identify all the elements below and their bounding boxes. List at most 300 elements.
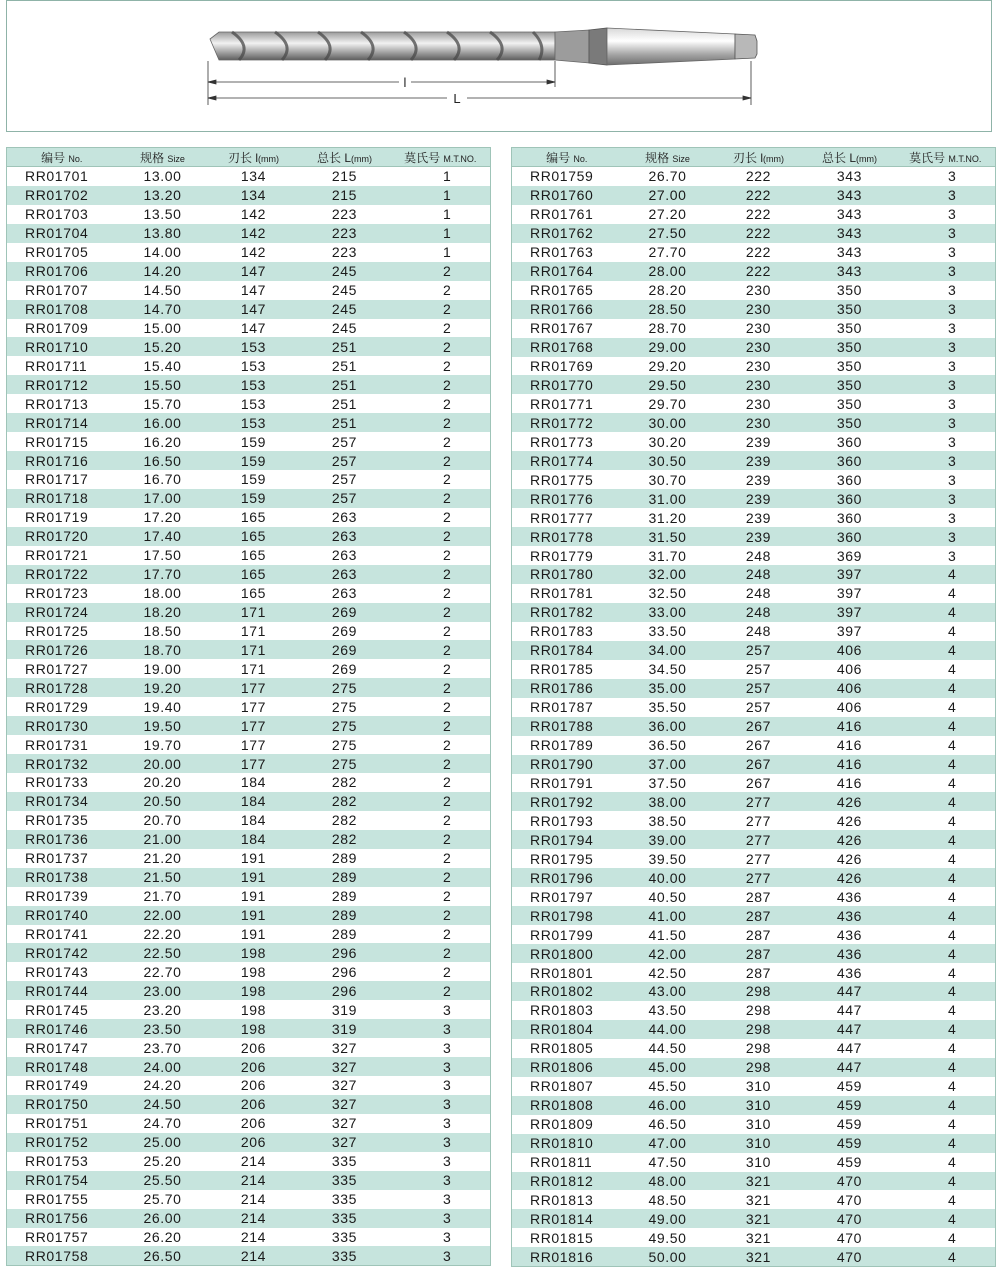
header-total-zh: 总长 L [316,150,351,165]
table-row [512,830,996,849]
cell-morse-taper: 3 [896,394,996,413]
cell-flute-length: 248 [714,584,804,603]
cell-flute-length: 198 [209,943,299,962]
table-row [7,300,491,319]
cell-item-no: RR01793 [512,811,622,830]
table-row [512,698,996,717]
table-row [512,906,996,925]
table-row [512,281,996,300]
cell-size: 47.00 [622,1134,714,1153]
cell-size: 17.20 [117,508,209,527]
cell-size: 19.40 [117,697,209,716]
cell-flute-length: 171 [209,659,299,678]
table-row [7,527,491,546]
cell-total-length: 436 [804,944,896,963]
cell-morse-taper: 2 [391,773,491,792]
cell-total-length: 350 [804,319,896,338]
table-row [7,981,491,1000]
cell-total-length: 447 [804,1039,896,1058]
table-row [512,338,996,357]
cell-flute-length: 184 [209,792,299,811]
cell-morse-taper: 2 [391,508,491,527]
cell-item-no: RR01727 [7,659,117,678]
table-row [512,868,996,887]
table-row [7,716,491,735]
cell-flute-length: 191 [209,887,299,906]
cell-morse-taper: 4 [896,1039,996,1058]
cell-total-length: 296 [299,943,391,962]
cell-item-no: RR01716 [7,451,117,470]
cell-morse-taper: 2 [391,716,491,735]
cell-morse-taper: 2 [391,584,491,603]
cell-flute-length: 214 [209,1228,299,1247]
cell-total-length: 397 [804,603,896,622]
cell-size: 17.40 [117,527,209,546]
cell-size: 50.00 [622,1247,714,1266]
cell-size: 33.50 [622,622,714,641]
cell-morse-taper: 3 [896,508,996,527]
cell-flute-length: 222 [714,167,804,186]
cell-total-length: 335 [299,1190,391,1209]
cell-total-length: 447 [804,982,896,1001]
cell-flute-length: 257 [714,679,804,698]
cell-item-no: RR01732 [7,754,117,773]
cell-morse-taper: 3 [391,1095,491,1114]
cell-morse-taper: 1 [391,167,491,186]
table-row [7,773,491,792]
cell-morse-taper: 4 [896,1172,996,1191]
cell-morse-taper: 2 [391,622,491,641]
cell-flute-length: 239 [714,470,804,489]
table-row [512,1077,996,1096]
cell-morse-taper: 4 [896,887,996,906]
cell-flute-length: 298 [714,982,804,1001]
cell-item-no: RR01763 [512,243,622,262]
cell-size: 13.20 [117,186,209,205]
cell-total-length: 350 [804,338,896,357]
cell-total-length: 406 [804,660,896,679]
cell-size: 34.50 [622,660,714,679]
cell-morse-taper: 4 [896,603,996,622]
cell-size: 14.70 [117,300,209,319]
cell-total-length: 282 [299,811,391,830]
cell-flute-length: 177 [209,735,299,754]
header-size [622,148,714,167]
cell-item-no: RR01802 [512,982,622,1001]
cell-total-length: 350 [804,300,896,319]
cell-morse-taper: 4 [896,1153,996,1172]
cell-morse-taper: 4 [896,641,996,660]
cell-item-no: RR01746 [7,1019,117,1038]
cell-item-no: RR01753 [7,1152,117,1171]
cell-total-length: 327 [299,1133,391,1152]
cell-morse-taper: 4 [896,982,996,1001]
table-row [7,584,491,603]
table-body-left [7,167,491,1266]
cell-morse-taper: 1 [391,205,491,224]
table-row [7,1000,491,1019]
cell-flute-length: 230 [714,413,804,432]
header-flute-zh: 刃长 l [227,150,258,165]
table-row [512,167,996,186]
cell-total-length: 251 [299,375,391,394]
cell-flute-length: 298 [714,1039,804,1058]
cell-size: 22.70 [117,962,209,981]
header-total-unit: (mm) [856,153,877,164]
cell-item-no: RR01736 [7,830,117,849]
table-row [7,1171,491,1190]
cell-item-no: RR01731 [7,735,117,754]
cell-morse-taper: 3 [391,1019,491,1038]
cell-morse-taper: 2 [391,962,491,981]
cell-morse-taper: 2 [391,451,491,470]
cell-item-no: RR01811 [512,1153,622,1172]
cell-morse-taper: 4 [896,849,996,868]
cell-total-length: 263 [299,584,391,603]
cell-total-length: 257 [299,432,391,451]
cell-total-length: 269 [299,603,391,622]
table-row [7,943,491,962]
table-row [512,1190,996,1209]
table-row [7,1190,491,1209]
cell-total-length: 350 [804,413,896,432]
table-row [512,641,996,660]
cell-flute-length: 267 [714,736,804,755]
cell-morse-taper: 4 [896,1228,996,1247]
cell-total-length: 275 [299,754,391,773]
table-row [512,243,996,262]
cell-item-no: RR01748 [7,1057,117,1076]
cell-size: 36.50 [622,736,714,755]
cell-size: 18.50 [117,622,209,641]
cell-total-length: 343 [804,167,896,186]
cell-morse-taper: 4 [896,1134,996,1153]
cell-morse-taper: 2 [391,868,491,887]
cell-morse-taper: 2 [391,546,491,565]
cell-flute-length: 177 [209,697,299,716]
table-row [7,546,491,565]
cell-flute-length: 147 [209,319,299,338]
table-row [7,925,491,944]
cell-size: 30.00 [622,413,714,432]
cell-morse-taper: 4 [896,792,996,811]
cell-size: 31.70 [622,546,714,565]
cell-size: 39.00 [622,830,714,849]
cell-morse-taper: 3 [896,167,996,186]
cell-flute-length: 153 [209,356,299,375]
cell-flute-length: 134 [209,167,299,186]
table-row [7,887,491,906]
cell-size: 42.50 [622,963,714,982]
cell-item-no: RR01761 [512,205,622,224]
cell-morse-taper: 2 [391,849,491,868]
cell-total-length: 257 [299,489,391,508]
header-size-en: Size [167,153,185,164]
cell-item-no: RR01702 [7,186,117,205]
cell-flute-length: 165 [209,527,299,546]
cell-flute-length: 230 [714,281,804,300]
table-row [7,1209,491,1228]
cell-morse-taper: 4 [896,868,996,887]
cell-flute-length: 277 [714,811,804,830]
cell-flute-length: 239 [714,489,804,508]
cell-item-no: RR01725 [7,622,117,641]
cell-size: 14.20 [117,262,209,281]
cell-total-length: 436 [804,963,896,982]
total-length-label: L [453,91,461,106]
cell-flute-length: 147 [209,262,299,281]
cell-total-length: 245 [299,319,391,338]
cell-morse-taper: 4 [896,698,996,717]
cell-morse-taper: 4 [896,1247,996,1266]
cell-total-length: 282 [299,792,391,811]
cell-item-no: RR01806 [512,1058,622,1077]
cell-total-length: 223 [299,243,391,262]
cell-morse-taper: 3 [391,1057,491,1076]
table-row [512,811,996,830]
cell-total-length: 335 [299,1171,391,1190]
cell-flute-length: 277 [714,868,804,887]
cell-morse-taper: 2 [391,432,491,451]
cell-morse-taper: 3 [896,451,996,470]
cell-flute-length: 230 [714,357,804,376]
cell-flute-length: 214 [209,1171,299,1190]
table-row [512,982,996,1001]
cell-morse-taper: 2 [391,925,491,944]
cell-item-no: RR01755 [7,1190,117,1209]
table-row [7,186,491,205]
cell-morse-taper: 3 [391,1114,491,1133]
cell-morse-taper: 2 [391,640,491,659]
cell-flute-length: 222 [714,205,804,224]
cell-item-no: RR01807 [512,1077,622,1096]
cell-item-no: RR01754 [7,1171,117,1190]
cell-size: 20.20 [117,773,209,792]
table-row [7,830,491,849]
cell-size: 20.00 [117,754,209,773]
table-row [7,489,491,508]
cell-size: 15.70 [117,394,209,413]
cell-item-no: RR01771 [512,394,622,413]
cell-size: 37.00 [622,755,714,774]
cell-flute-length: 206 [209,1057,299,1076]
table-row [7,205,491,224]
cell-item-no: RR01720 [7,527,117,546]
cell-total-length: 263 [299,565,391,584]
cell-total-length: 447 [804,1020,896,1039]
cell-morse-taper: 3 [896,338,996,357]
table-row [512,1039,996,1058]
cell-flute-length: 142 [209,205,299,224]
cell-morse-taper: 2 [391,830,491,849]
cell-morse-taper: 2 [391,754,491,773]
cell-item-no: RR01739 [7,887,117,906]
cell-flute-length: 165 [209,546,299,565]
cell-total-length: 251 [299,356,391,375]
cell-item-no: RR01742 [7,943,117,962]
cell-morse-taper: 4 [896,925,996,944]
cell-item-no: RR01747 [7,1038,117,1057]
table-row [512,1001,996,1020]
cell-size: 44.50 [622,1039,714,1058]
cell-morse-taper: 2 [391,678,491,697]
cell-item-no: RR01719 [7,508,117,527]
table-row [512,205,996,224]
cell-total-length: 369 [804,546,896,565]
cell-flute-length: 142 [209,243,299,262]
cell-size: 47.50 [622,1153,714,1172]
cell-item-no: RR01757 [7,1228,117,1247]
cell-size: 45.50 [622,1077,714,1096]
header-size [117,148,209,167]
cell-size: 16.70 [117,470,209,489]
cell-size: 41.00 [622,906,714,925]
cell-item-no: RR01750 [7,1095,117,1114]
cell-item-no: RR01795 [512,849,622,868]
cell-morse-taper: 4 [896,830,996,849]
cell-flute-length: 257 [714,641,804,660]
table-row [7,1114,491,1133]
table-row [512,1228,996,1247]
cell-size: 17.00 [117,489,209,508]
table-row [7,622,491,641]
cell-total-length: 251 [299,337,391,356]
cell-flute-length: 230 [714,338,804,357]
cell-size: 18.20 [117,603,209,622]
cell-item-no: RR01707 [7,281,117,300]
cell-flute-length: 287 [714,963,804,982]
cell-size: 13.80 [117,224,209,243]
cell-item-no: RR01790 [512,755,622,774]
cell-size: 29.70 [622,394,714,413]
cell-flute-length: 298 [714,1058,804,1077]
cell-size: 38.00 [622,792,714,811]
cell-total-length: 343 [804,243,896,262]
header-no-zh: 编号 [546,150,571,165]
cell-size: 29.50 [622,375,714,394]
cell-item-no: RR01756 [7,1209,117,1228]
cell-item-no: RR01769 [512,357,622,376]
cell-item-no: RR01815 [512,1228,622,1247]
cell-item-no: RR01799 [512,925,622,944]
cell-total-length: 269 [299,640,391,659]
cell-size: 48.00 [622,1172,714,1191]
cell-morse-taper: 3 [391,1190,491,1209]
cell-item-no: RR01774 [512,451,622,470]
cell-size: 43.50 [622,1001,714,1020]
cell-flute-length: 257 [714,698,804,717]
cell-item-no: RR01766 [512,300,622,319]
cell-morse-taper: 4 [896,660,996,679]
cell-morse-taper: 2 [391,527,491,546]
cell-morse-taper: 4 [896,1020,996,1039]
table-row [7,375,491,394]
cell-item-no: RR01717 [7,470,117,489]
cell-size: 31.20 [622,508,714,527]
cell-morse-taper: 2 [391,262,491,281]
cell-size: 22.20 [117,925,209,944]
cell-flute-length: 198 [209,962,299,981]
table-row [7,1246,491,1265]
table-row [512,224,996,243]
cell-total-length: 289 [299,868,391,887]
cell-total-length: 406 [804,698,896,717]
cell-flute-length: 248 [714,546,804,565]
cell-item-no: RR01735 [7,811,117,830]
table-row [7,565,491,584]
table-row [7,1076,491,1095]
cell-flute-length: 165 [209,584,299,603]
header-size-en: Size [672,153,690,164]
cell-item-no: RR01783 [512,622,622,641]
header-morse-taper [391,148,491,167]
cell-size: 19.00 [117,659,209,678]
cell-morse-taper: 3 [896,224,996,243]
cell-total-length: 406 [804,679,896,698]
cell-item-no: RR01710 [7,337,117,356]
cell-total-length: 436 [804,906,896,925]
table-row [512,679,996,698]
cell-flute-length: 239 [714,451,804,470]
cell-total-length: 426 [804,811,896,830]
cell-size: 15.20 [117,337,209,356]
cell-item-no: RR01723 [7,584,117,603]
cell-flute-length: 184 [209,773,299,792]
cell-morse-taper: 3 [896,281,996,300]
cell-flute-length: 287 [714,925,804,944]
cell-total-length: 269 [299,659,391,678]
cell-size: 21.70 [117,887,209,906]
table-row [512,1058,996,1077]
cell-total-length: 436 [804,887,896,906]
cell-flute-length: 184 [209,830,299,849]
cell-morse-taper: 3 [391,1133,491,1152]
cell-size: 23.20 [117,1000,209,1019]
table-row [7,1057,491,1076]
cell-total-length: 436 [804,925,896,944]
cell-flute-length: 310 [714,1077,804,1096]
cell-size: 26.50 [117,1246,209,1265]
cell-total-length: 426 [804,792,896,811]
table-row [512,774,996,793]
cell-flute-length: 214 [209,1209,299,1228]
table-row [512,1172,996,1191]
cell-total-length: 296 [299,962,391,981]
cell-item-no: RR01718 [7,489,117,508]
cell-size: 18.70 [117,640,209,659]
cell-total-length: 263 [299,546,391,565]
cell-morse-taper: 2 [391,489,491,508]
cell-size: 45.00 [622,1058,714,1077]
table-row [512,1020,996,1039]
table-row [512,1153,996,1172]
cell-flute-length: 142 [209,224,299,243]
table-row [7,849,491,868]
table-row [512,1247,996,1266]
cell-size: 26.70 [622,167,714,186]
cell-item-no: RR01708 [7,300,117,319]
cell-morse-taper: 2 [391,659,491,678]
cell-item-no: RR01744 [7,981,117,1000]
cell-total-length: 269 [299,622,391,641]
cell-total-length: 282 [299,773,391,792]
cell-size: 32.00 [622,565,714,584]
table-row [7,1133,491,1152]
cell-size: 40.50 [622,887,714,906]
cell-total-length: 289 [299,887,391,906]
cell-item-no: RR01791 [512,774,622,793]
cell-morse-taper: 4 [896,717,996,736]
